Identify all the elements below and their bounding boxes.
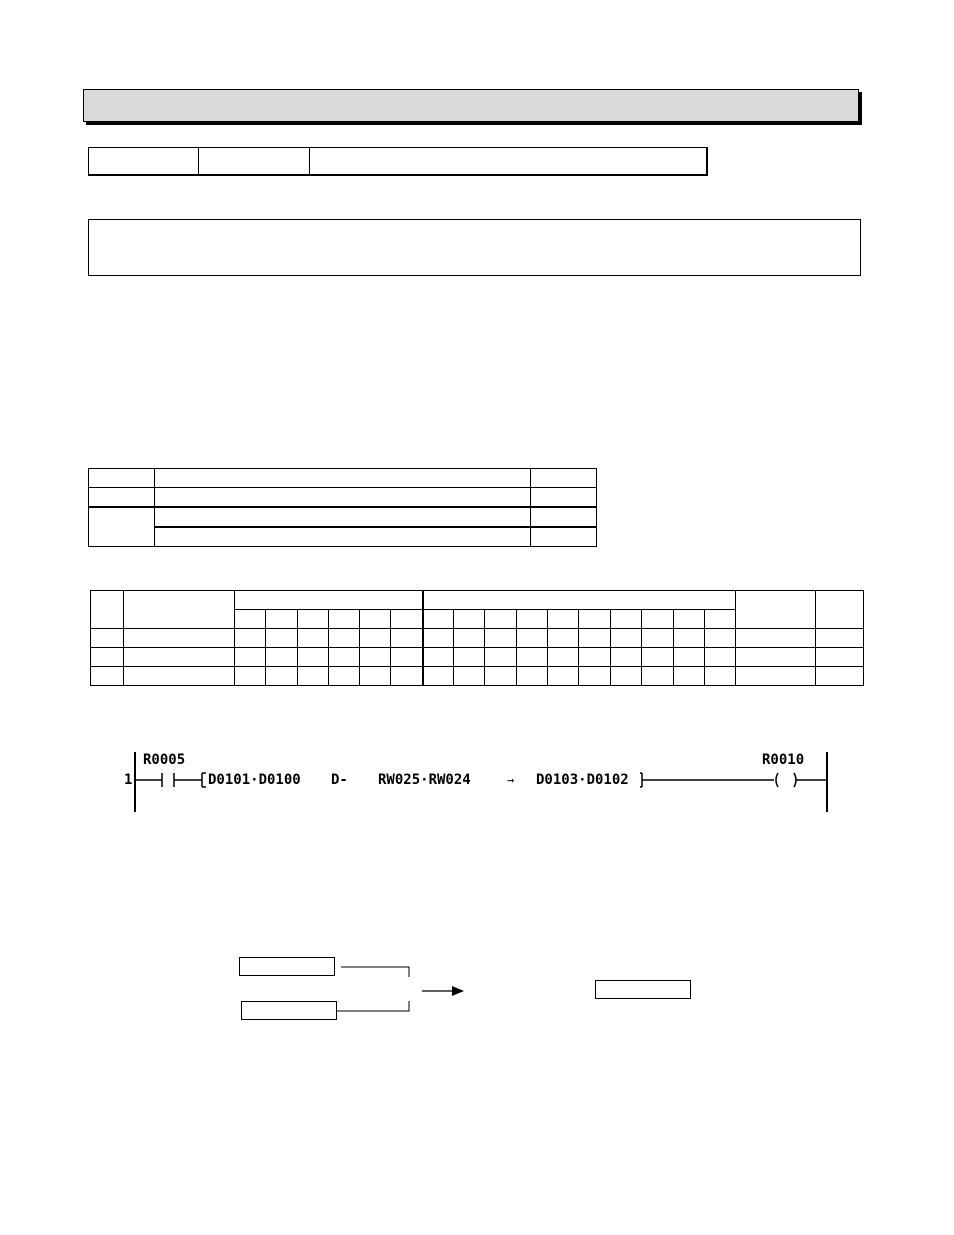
instruction-destination: D0103·D0102: [536, 772, 629, 788]
device-table: [90, 590, 864, 686]
instruction-source1: D0101·D0100: [208, 772, 301, 788]
table-header-cell: [360, 610, 391, 629]
contact-label: R0005: [143, 752, 186, 768]
table-header-cell: [517, 610, 548, 629]
table-cell: [155, 507, 531, 527]
table-header-cell: [298, 610, 329, 629]
table-cell: [531, 527, 597, 547]
description-box: [88, 219, 861, 276]
table-cell: [89, 507, 155, 547]
table-header-cell: [391, 610, 423, 629]
operand-box-destination: [595, 980, 691, 999]
table-header-cell: [705, 610, 736, 629]
table-header-cell: [485, 610, 517, 629]
section-title-bar: [83, 89, 859, 122]
table-header-cell: [642, 610, 674, 629]
table-header-cell: [91, 591, 124, 629]
table-header-cell: [454, 610, 485, 629]
output-coil-icon[interactable]: [774, 772, 826, 788]
table-row: [91, 629, 864, 648]
table-header-cell: [235, 591, 423, 610]
table-cell: [89, 469, 155, 488]
operand-box-source2: [241, 1001, 337, 1020]
ladder-diagram: [120, 748, 840, 814]
table-header-cell: [611, 610, 642, 629]
operand-box-source1: [239, 957, 335, 976]
table-cell: [531, 507, 597, 527]
instruction-source2: RW025·RW024: [378, 772, 471, 788]
table-header-cell: [579, 610, 611, 629]
table-header-cell: [235, 610, 266, 629]
header-cell: [310, 148, 708, 176]
table-cell: [531, 488, 597, 508]
table-header-cell: [736, 591, 816, 629]
table-header-cell: [816, 591, 864, 629]
table-header-cell: [329, 610, 360, 629]
table-cell: [89, 488, 155, 508]
rung-number: 1: [124, 772, 133, 788]
table-row: [91, 648, 864, 667]
coil-label: R0010: [762, 752, 805, 768]
table-header-cell: [674, 610, 705, 629]
operand-table: [88, 468, 597, 547]
table-header-cell: [548, 610, 579, 629]
instruction-operator: D-: [331, 772, 348, 788]
right-arrow-icon: [420, 983, 466, 999]
table-header-cell: [423, 610, 454, 629]
table-header-cell: [124, 591, 235, 629]
table-header-cell: [423, 591, 736, 610]
normally-open-contact-icon[interactable]: [136, 772, 206, 788]
table-cell: [531, 469, 597, 488]
header-cell: [199, 148, 310, 176]
table-cell: [155, 469, 531, 488]
right-arrow-icon: →: [507, 773, 515, 787]
table-cell: [155, 488, 531, 508]
table-row: [91, 667, 864, 686]
table-cell: [155, 527, 531, 547]
instruction-header-table: [88, 147, 708, 176]
header-cell: [89, 148, 199, 176]
table-header-cell: [266, 610, 298, 629]
